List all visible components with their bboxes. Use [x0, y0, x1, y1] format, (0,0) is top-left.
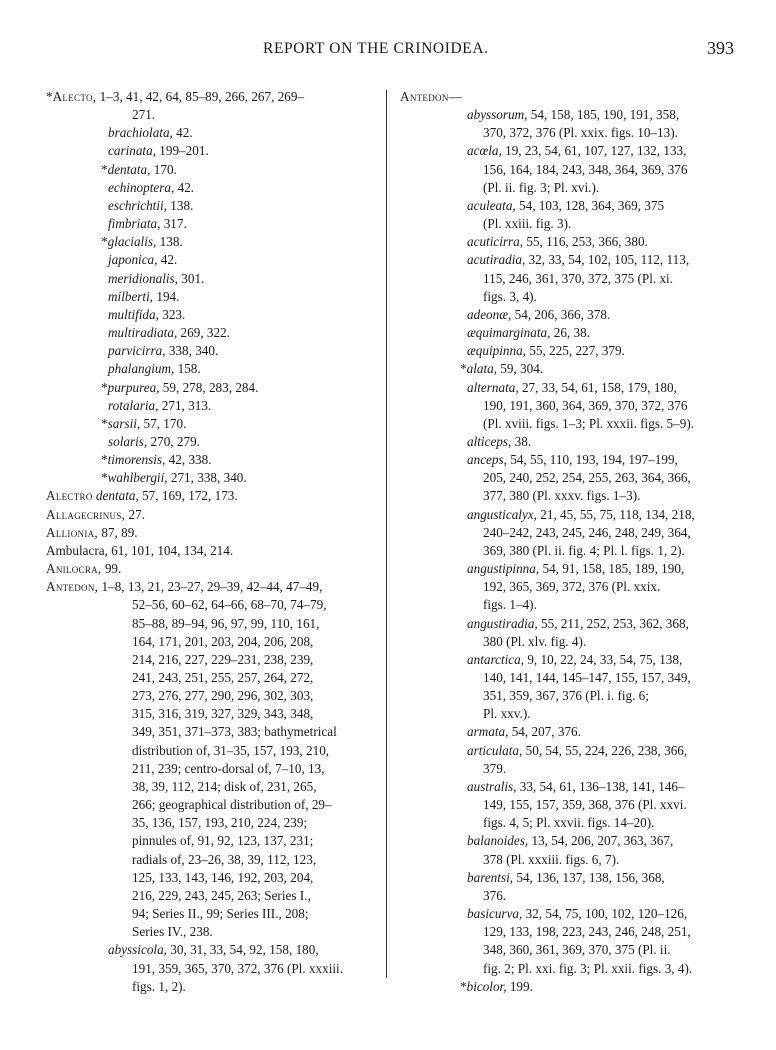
species-name: acœla, [467, 143, 502, 159]
species-name: alticeps, [467, 433, 512, 449]
index-continuation-line [46, 923, 374, 941]
index-continuation-line [46, 633, 374, 651]
page-references: 30, 31, 33, 54, 92, 158, 180, [166, 942, 319, 958]
index-continuation-line [400, 542, 726, 560]
index-continuation-line [400, 705, 726, 723]
page-references: 241, 243, 251, 255, 257, 264, 272, [132, 670, 314, 685]
page-references: 42, 338. [165, 452, 212, 468]
species-name: articulata, [467, 742, 523, 758]
index-continuation-line [46, 742, 374, 760]
species-name: armata, [467, 724, 509, 740]
index-species-entry [46, 233, 374, 251]
genus-name: Antedon— [400, 89, 463, 104]
index-continuation-line [400, 796, 726, 814]
species-name: aculeata, [467, 197, 516, 213]
page-references: 379. [483, 760, 507, 776]
index-continuation-line [400, 923, 726, 941]
index-species-entry [400, 306, 726, 324]
index-continuation-line [46, 596, 374, 614]
column-divider [386, 90, 387, 978]
species-name: timorensis, [107, 452, 166, 468]
index-species-entry [400, 615, 726, 633]
index-species-entry [46, 306, 374, 324]
page-references: 32, 54, 75, 100, 102, 120–126, [522, 906, 688, 922]
species-name: anceps, [467, 452, 507, 468]
page-references: 42. [172, 125, 193, 141]
page-references: 240–242, 243, 245, 246, 248, 249, 364, [483, 524, 691, 540]
index-species-entry [400, 251, 726, 269]
genus-name: Alecto, [52, 89, 97, 104]
page-references: 377, 380 (Pl. xxxv. figs. 1–3). [483, 488, 641, 504]
page-references: 214, 216, 227, 229–231, 238, 239, [132, 651, 314, 667]
species-name: sarsii, [107, 415, 141, 431]
index-continuation-line [46, 851, 374, 869]
asterisk-marker: * [101, 415, 108, 431]
page-references: 156, 164, 184, 243, 348, 364, 369, 376 [483, 161, 688, 177]
page-references: 378 (Pl. xxxiii. figs. 6, 7). [483, 851, 620, 867]
index-continuation-line [400, 596, 726, 614]
page-references: 338, 340. [165, 343, 219, 359]
page-references: 369, 380 (Pl. ii. fig. 4; Pl. l. figs. 1, 2). [483, 542, 685, 558]
asterisk-marker: * [101, 379, 108, 395]
page-references: 269, 322. [177, 325, 230, 341]
page-references: 42. [157, 252, 178, 268]
page-references: figs. 4, 5; Pl. xxvii. figs. 14–20). [483, 815, 655, 831]
page-references: 266; geographical distribution of, 29– [132, 797, 332, 813]
species-name: carinata, [108, 143, 156, 159]
page-references: 211, 239; centro-dorsal of, 7–10, 13, [132, 760, 325, 776]
index-species-entry [46, 379, 374, 397]
page-references: Series IV., 238. [132, 924, 213, 940]
index-continuation-line [400, 161, 726, 179]
species-name: parvicirra, [108, 343, 166, 359]
index-species-entry [46, 360, 374, 378]
page-references: 13, 54, 206, 207, 363, 367, [528, 833, 674, 849]
page-references: 38, 39, 112, 214; disk of, 231, 265, [132, 778, 317, 794]
species-name: eschrichtii, [108, 197, 167, 213]
page-references: radials of, 23–26, 38, 39, 112, 123, [132, 851, 317, 867]
species-name: purpurea, [107, 379, 160, 395]
index-species-entry [46, 161, 374, 179]
index-species-entry [400, 324, 726, 342]
page-references: 125, 133, 143, 146, 192, 203, 204, [132, 869, 314, 885]
page-references: 54, 91, 158, 185, 189, 190, [539, 561, 685, 577]
page-references: 376. [483, 887, 507, 903]
page-references: 33, 54, 61, 136–138, 141, 146– [516, 778, 685, 794]
index-continuation-line [46, 705, 374, 723]
index-continuation-line [400, 469, 726, 487]
index-continuation-line [400, 415, 726, 433]
page-references: 57, 170. [140, 415, 187, 431]
species-name: barentsi, [467, 869, 514, 885]
index-continuation-line [400, 687, 726, 705]
page-header [0, 40, 776, 68]
index-species-entry [46, 342, 374, 360]
species-name: basicurva, [467, 906, 523, 922]
page-references: 216, 229, 243, 245, 263; Series I., [132, 887, 311, 903]
species-name: wahlbergii, [107, 470, 168, 486]
species-name: æquimarginata, [467, 325, 551, 341]
page-references: figs. 3, 4). [483, 288, 537, 304]
running-title: REPORT ON THE CRINOIDEA. [263, 40, 489, 57]
genus-name: Alectro [46, 488, 93, 504]
page-references: 199–201. [156, 143, 209, 159]
index-continuation-line [46, 778, 374, 796]
page-references: 26, 38. [550, 325, 590, 341]
species-name: fimbriata, [108, 216, 161, 232]
genus-name: Antedon, [46, 579, 99, 595]
index-species-entry [400, 869, 726, 887]
index-species-entry [400, 379, 726, 397]
page-references: figs. 1–4). [483, 597, 537, 613]
genus-name: Allionia, [46, 524, 99, 540]
page-references: 164, 171, 201, 203, 204, 206, 208, [132, 633, 314, 649]
index-continuation-line [400, 669, 726, 687]
index-continuation-line [400, 270, 726, 288]
index-continuation-line [46, 615, 374, 633]
species-name: japonica, [108, 252, 158, 268]
index-continuation-line [400, 487, 726, 505]
page-references: 50, 54, 55, 224, 226, 238, 366, [522, 742, 688, 758]
page-references: 35, 136, 157, 193, 210, 224, 239; [132, 815, 308, 831]
page-references: 370, 372, 376 (Pl. xxix. figs. 10–13). [483, 125, 678, 141]
index-continuation-line [400, 397, 726, 415]
species-name: echinoptera, [108, 179, 175, 195]
page-references: 54, 207, 376. [508, 724, 581, 740]
index-continuation-line [400, 179, 726, 197]
page-references: 351, 359, 367, 376 (Pl. i. fig. 6; [483, 688, 649, 704]
asterisk-marker: * [101, 452, 108, 468]
page-references: 32, 33, 54, 102, 105, 112, 113, [525, 252, 690, 268]
page-references: (Pl. xxiii. fig. 3). [483, 216, 572, 232]
page-references: 59, 278, 283, 284. [159, 379, 259, 395]
index-continuation-line [400, 851, 726, 869]
index-heading-entry [46, 506, 374, 524]
page-references: 380 (Pl. xlv. fig. 4). [483, 633, 587, 649]
page-references: Pl. xxv.). [483, 706, 531, 722]
index-heading-entry [46, 560, 374, 578]
index-continuation-line [46, 669, 374, 687]
page-references: 348, 360, 361, 369, 370, 375 (Pl. ii. [483, 942, 671, 958]
species-name: meridionalis, [108, 270, 178, 286]
index-species-entry [400, 506, 726, 524]
page-references: 301. [177, 270, 205, 286]
species-name: angusticalyx, [467, 506, 537, 522]
index-continuation-line [400, 941, 726, 959]
genus-name: Allagecrinus, [46, 506, 126, 522]
index-species-entry [46, 415, 374, 433]
page-references: 138. [156, 234, 183, 250]
index-continuation-line [400, 960, 726, 978]
index-continuation-line [400, 814, 726, 832]
page-references: 52–56, 60–62, 64–66, 68–70, 74–79, [132, 597, 327, 613]
page-references: 57, 169, 172, 173. [138, 488, 238, 504]
species-name: glacialis, [107, 234, 157, 250]
index-species-entry [400, 342, 726, 360]
index-species-entry [400, 905, 726, 923]
page-references: (Pl. ii. fig. 3; Pl. xvi.). [483, 179, 600, 195]
genus-name: Anilocra, [46, 561, 102, 577]
index-continuation-line [400, 578, 726, 596]
page-references: 158. [174, 361, 201, 377]
index-continuation-line [46, 687, 374, 705]
index-continuation-line [46, 814, 374, 832]
index-continuation-line [46, 960, 374, 978]
page-references: 54, 206, 366, 378. [511, 306, 611, 322]
species-name: adeonæ, [467, 306, 512, 322]
index-species-entry [400, 142, 726, 160]
index-species-entry [400, 832, 726, 850]
index-continuation-line [46, 869, 374, 887]
index-column-right [400, 88, 726, 996]
index-species-entry [400, 433, 726, 451]
page-references: 271. [132, 107, 156, 123]
page-references: 170. [150, 161, 177, 177]
index-species-entry [400, 651, 726, 669]
page-references: 271, 313. [158, 397, 212, 413]
index-species-entry [400, 451, 726, 469]
index-continuation-line [400, 633, 726, 651]
page-references: 54, 55, 110, 193, 194, 197–199, [506, 452, 678, 468]
index-continuation-line [46, 832, 374, 850]
index-continuation-line [46, 760, 374, 778]
species-name: alternata, [467, 379, 519, 395]
species-name: multifida, [108, 306, 159, 322]
index-heading-entry [46, 542, 374, 560]
species-name: abyssorum, [467, 107, 528, 123]
species-name: multiradiata, [108, 325, 178, 341]
page-references: 94; Series II., 99; Series III., 208; [132, 906, 309, 922]
page-references: 115, 246, 361, 370, 372, 375 (Pl. xi. [483, 270, 674, 286]
page-references: 270, 279. [147, 433, 200, 449]
index-continuation-line [46, 905, 374, 923]
asterisk-marker: * [101, 470, 108, 486]
asterisk-marker: * [46, 89, 53, 104]
index-species-entry [46, 179, 374, 197]
index-species-entry [46, 142, 374, 160]
index-continuation-line [46, 723, 374, 741]
index-species-entry [400, 742, 726, 760]
page-references: 54, 136, 137, 138, 156, 368, [513, 869, 665, 885]
index-continuation-line [46, 106, 374, 124]
index-species-entry [46, 288, 374, 306]
index-species-entry [400, 360, 726, 378]
species-name: acuticirra, [467, 234, 524, 250]
index-continuation-line [46, 796, 374, 814]
index-continuation-line [400, 524, 726, 542]
species-name: dentata, [107, 161, 151, 177]
index-species-entry [46, 124, 374, 142]
species-name: abyssicola, [108, 942, 167, 958]
index-continuation-line [400, 887, 726, 905]
index-continuation-line [46, 978, 374, 996]
page-references: Ambulacra, 61, 101, 104, 134, 214. [46, 542, 234, 558]
page-references: 38. [511, 433, 532, 449]
index-species-entry [46, 451, 374, 469]
page-references: 271, 338, 340. [167, 470, 247, 486]
species-name: angustipinna, [467, 561, 540, 577]
page-references: 194. [153, 288, 180, 304]
species-name: antarctica, [467, 651, 525, 667]
index-continuation-line [400, 215, 726, 233]
page-references: pinnules of, 91, 92, 123, 137, 231; [132, 833, 314, 849]
index-heading-entry [46, 578, 374, 596]
page-references: 190, 191, 360, 364, 369, 370, 372, 376 [483, 397, 688, 413]
page-references: 59, 304. [497, 361, 544, 377]
species-name: angustiradia, [467, 615, 538, 631]
index-species-entry [46, 251, 374, 269]
page-references: 9, 10, 22, 24, 33, 54, 75, 138, [524, 651, 683, 667]
species-name: phalangium, [108, 361, 175, 377]
page-references: 199. [506, 978, 533, 994]
index-column-left [46, 88, 374, 996]
species-name: bicolor, [466, 978, 507, 994]
index-continuation-line [46, 651, 374, 669]
index-continuation-line [400, 124, 726, 142]
page-references: fig. 2; Pl. xxi. fig. 3; Pl. xxii. figs. 3, 4). [483, 960, 693, 976]
index-species-entry [400, 978, 726, 996]
index-species-entry [400, 723, 726, 741]
page-references: 27, 33, 54, 61, 158, 179, 180, [518, 379, 677, 395]
page-references: 149, 155, 157, 359, 368, 376 (Pl. xxvi. [483, 797, 687, 813]
species-name: æquipinna, [467, 343, 526, 359]
page-references: 138. [166, 197, 194, 213]
page-references: 191, 359, 365, 370, 372, 376 (Pl. xxxiii. [132, 960, 344, 976]
index-species-entry [400, 233, 726, 251]
page-references: 140, 141, 144, 145–147, 155, 157, 349, [483, 670, 691, 685]
species-name: alata, [466, 361, 497, 377]
index-species-entry [400, 197, 726, 215]
page-number: 393 [707, 38, 734, 58]
index-species-entry [400, 778, 726, 796]
page-references: 129, 133, 198, 223, 243, 246, 248, 251, [483, 924, 691, 940]
index-continuation-line [400, 288, 726, 306]
index-heading-entry [46, 88, 374, 106]
index-species-entry [46, 941, 374, 959]
page-references: 315, 316, 319, 327, 329, 343, 348, [132, 706, 314, 722]
index-continuation-line [400, 760, 726, 778]
page-references: 323. [158, 306, 186, 322]
page-references: 55, 225, 227, 379. [525, 343, 625, 359]
species-name: milberti, [108, 288, 154, 304]
species-name: solaris, [108, 433, 148, 449]
index-species-entry [400, 560, 726, 578]
asterisk-marker: * [101, 161, 108, 177]
page-references: 55, 116, 253, 366, 380. [523, 234, 648, 250]
page-references: figs. 1, 2). [132, 978, 186, 994]
page-references: 99. [101, 561, 122, 577]
species-name: dentata, [95, 488, 139, 504]
species-name: acutiradia, [467, 252, 526, 268]
page-references: 192, 365, 369, 372, 376 (Pl. xxix. [483, 579, 661, 595]
asterisk-marker: * [460, 361, 467, 377]
index-heading-entry [46, 524, 374, 542]
page-references: 1–8, 13, 21, 23–27, 29–39, 42–44, 47–49, [98, 579, 323, 595]
asterisk-marker: * [460, 978, 467, 994]
index-species-entry [46, 433, 374, 451]
species-name: balanoides, [467, 833, 529, 849]
page-references: 85–88, 89–94, 96, 97, 99, 110, 161, [132, 615, 320, 631]
index-species-entry [46, 197, 374, 215]
page-references: 19, 23, 54, 61, 107, 127, 132, 133, [501, 143, 687, 159]
index-species-entry [46, 270, 374, 288]
index-species-entry [46, 324, 374, 342]
page-references: 273, 276, 277, 290, 296, 302, 303, [132, 688, 314, 704]
page-references: distribution of, 31–35, 157, 193, 210, [132, 742, 330, 758]
page-references: 349, 351, 371–373, 383; bathymetrical [132, 724, 337, 740]
index-continuation-line [46, 887, 374, 905]
index-species-entry [46, 397, 374, 415]
page-references: 55, 211, 252, 253, 362, 368, [537, 615, 689, 631]
index-heading-entry [400, 88, 726, 106]
page-references: 54, 158, 185, 190, 191, 358, [527, 107, 680, 123]
species-name: rotalaria, [108, 397, 159, 413]
page-references: 1–3, 41, 42, 64, 85–89, 266, 267, 269– [96, 89, 305, 104]
species-name: brachiolata, [108, 125, 173, 141]
page-references: 54, 103, 128, 364, 369, 375 [515, 197, 665, 213]
asterisk-marker: * [101, 234, 108, 250]
page-references: 27. [125, 506, 146, 522]
page-references: (Pl. xviii. figs. 1–3; Pl. xxxii. figs. 5–9). [483, 415, 695, 431]
page-references: 21, 45, 55, 75, 118, 134, 218, [536, 506, 695, 522]
species-name: australis, [467, 778, 517, 794]
index-species-entry [46, 215, 374, 233]
page-references: 205, 240, 252, 254, 255, 263, 364, 366, [483, 470, 691, 486]
index-species-entry [46, 469, 374, 487]
index-species-entry [400, 106, 726, 124]
page-references: 317. [160, 216, 187, 232]
page-references: 87, 89. [98, 524, 138, 540]
index-heading-entry [46, 487, 374, 505]
page-references: 42. [174, 179, 195, 195]
